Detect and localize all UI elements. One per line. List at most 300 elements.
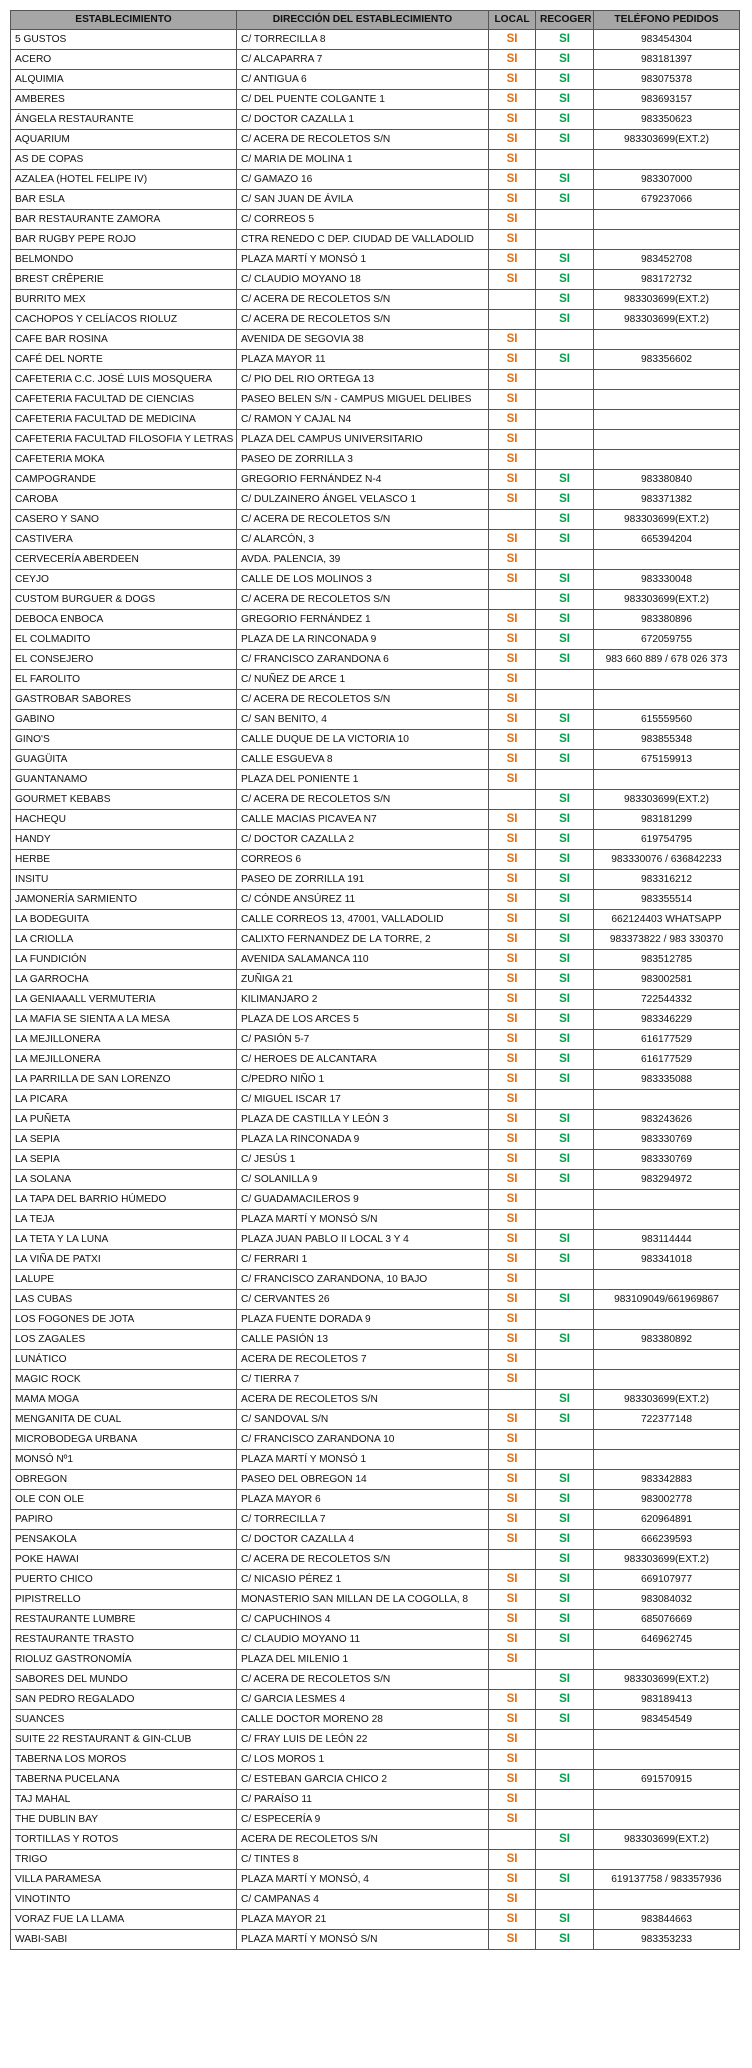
table-row: [11, 710, 740, 730]
phone-number: 983303699(EXT.2): [594, 790, 740, 810]
establishment-name: GINO'S: [11, 730, 237, 750]
phone-number: [594, 670, 740, 690]
establishment-name: LA FUNDICIÓN: [11, 950, 237, 970]
establishment-name: PUERTO CHICO: [11, 1570, 237, 1590]
establishment-address: C/ DULZAINERO ÁNGEL VELASCO 1: [237, 490, 489, 510]
table-row: [11, 1870, 740, 1890]
establishment-address: C/ FRANCISCO ZARANDONA 6: [237, 650, 489, 670]
table-row: [11, 70, 740, 90]
local-flag: SI: [489, 210, 536, 230]
table-row: [11, 1550, 740, 1570]
table-row: [11, 1530, 740, 1550]
phone-number: 983114444: [594, 1230, 740, 1250]
local-flag: SI: [489, 1770, 536, 1790]
table-row: [11, 170, 740, 190]
establishment-name: SAN PEDRO REGALADO: [11, 1690, 237, 1710]
recoger-flag: SI: [536, 1510, 594, 1530]
establishment-address: C/ FERRARI 1: [237, 1250, 489, 1270]
local-flag: SI: [489, 550, 536, 570]
phone-number: [594, 370, 740, 390]
recoger-flag: SI: [536, 1770, 594, 1790]
establishment-address: C/ SANDOVAL S/N: [237, 1410, 489, 1430]
recoger-flag: [536, 1210, 594, 1230]
recoger-flag: SI: [536, 590, 594, 610]
establishment-name: AS DE COPAS: [11, 150, 237, 170]
establishment-name: INSITU: [11, 870, 237, 890]
establishment-name: LAS CUBAS: [11, 1290, 237, 1310]
phone-number: 983454304: [594, 30, 740, 50]
establishment-address: C/ NUÑEZ DE ARCE 1: [237, 670, 489, 690]
establishments-table-container: [10, 10, 740, 1950]
phone-number: [594, 1090, 740, 1110]
establishment-name: GOURMET KEBABS: [11, 790, 237, 810]
recoger-flag: SI: [536, 1110, 594, 1130]
establishment-address: AVENIDA DE SEGOVIA 38: [237, 330, 489, 350]
establishment-name: POKE HAWAI: [11, 1550, 237, 1570]
establishment-address: CALLE CORREOS 13, 47001, VALLADOLID: [237, 910, 489, 930]
establishment-name: LA PUÑETA: [11, 1110, 237, 1130]
establishment-name: ALQUIMIA: [11, 70, 237, 90]
local-flag: SI: [489, 170, 536, 190]
establishment-name: ACERO: [11, 50, 237, 70]
establishment-name: LA TEJA: [11, 1210, 237, 1230]
phone-number: [594, 1450, 740, 1470]
recoger-flag: SI: [536, 70, 594, 90]
local-flag: SI: [489, 950, 536, 970]
establishment-name: OLE CON OLE: [11, 1490, 237, 1510]
header-recoger: RECOGER: [536, 11, 594, 30]
table-row: [11, 270, 740, 290]
establishment-name: OBREGON: [11, 1470, 237, 1490]
recoger-flag: [536, 1450, 594, 1470]
establishment-name: RESTAURANTE LUMBRE: [11, 1610, 237, 1630]
recoger-flag: SI: [536, 710, 594, 730]
establishment-name: BREST CRÊPERIE: [11, 270, 237, 290]
phone-number: 679237066: [594, 190, 740, 210]
recoger-flag: [536, 1810, 594, 1830]
table-row: [11, 990, 740, 1010]
establishment-name: EL FAROLITO: [11, 670, 237, 690]
recoger-flag: SI: [536, 910, 594, 930]
recoger-flag: SI: [536, 970, 594, 990]
table-row: [11, 350, 740, 370]
table-row: [11, 1830, 740, 1850]
table-row: [11, 1210, 740, 1230]
recoger-flag: SI: [536, 830, 594, 850]
local-flag: SI: [489, 110, 536, 130]
local-flag: SI: [489, 1330, 536, 1350]
establishment-address: C/ GUADAMACILEROS 9: [237, 1190, 489, 1210]
establishment-name: LA VIÑA DE PATXI: [11, 1250, 237, 1270]
recoger-flag: SI: [536, 1070, 594, 1090]
establishment-address: PLAZA JUAN PABLO II LOCAL 3 Y 4: [237, 1230, 489, 1250]
local-flag: SI: [489, 1890, 536, 1910]
recoger-flag: [536, 370, 594, 390]
establishment-address: PLAZA DEL MILENIO 1: [237, 1650, 489, 1670]
establishment-address: C/ NICASIO PÉREZ 1: [237, 1570, 489, 1590]
establishment-name: CASERO Y SANO: [11, 510, 237, 530]
recoger-flag: SI: [536, 870, 594, 890]
recoger-flag: [536, 430, 594, 450]
establishment-address: C/ ACERA DE RECOLETOS S/N: [237, 1550, 489, 1570]
establishment-name: CAFETERIA FACULTAD FILOSOFIA Y LETRAS: [11, 430, 237, 450]
table-row: [11, 1810, 740, 1830]
establishment-address: PLAZA DE LA RINCONADA 9: [237, 630, 489, 650]
establishment-name: MONSÓ Nº1: [11, 1450, 237, 1470]
recoger-flag: [536, 450, 594, 470]
recoger-flag: SI: [536, 1030, 594, 1050]
table-row: [11, 1150, 740, 1170]
recoger-flag: SI: [536, 190, 594, 210]
establishment-name: CUSTOM BURGUER & DOGS: [11, 590, 237, 610]
phone-number: 616177529: [594, 1050, 740, 1070]
phone-number: 646962745: [594, 1630, 740, 1650]
recoger-flag: SI: [536, 110, 594, 130]
phone-number: 983371382: [594, 490, 740, 510]
establishment-name: JAMONERÍA SARMIENTO: [11, 890, 237, 910]
local-flag: [489, 510, 536, 530]
phone-number: 675159913: [594, 750, 740, 770]
table-row: [11, 250, 740, 270]
table-row: [11, 1570, 740, 1590]
local-flag: [489, 1390, 536, 1410]
table-row: [11, 1850, 740, 1870]
establishment-address: C/ MARIA DE MOLINA 1: [237, 150, 489, 170]
establishment-name: AQUARIUM: [11, 130, 237, 150]
phone-number: 983855348: [594, 730, 740, 750]
establishment-address: C/ GARCIA LESMES 4: [237, 1690, 489, 1710]
table-row: [11, 1050, 740, 1070]
recoger-flag: SI: [536, 250, 594, 270]
table-row: [11, 1250, 740, 1270]
establishment-address: PLAZA MARTÍ Y MONSÓ S/N: [237, 1930, 489, 1950]
local-flag: [489, 1550, 536, 1570]
recoger-flag: [536, 1430, 594, 1450]
establishment-name: LA SOLANA: [11, 1170, 237, 1190]
recoger-flag: SI: [536, 1390, 594, 1410]
table-row: [11, 330, 740, 350]
table-row: [11, 970, 740, 990]
phone-number: 983303699(EXT.2): [594, 590, 740, 610]
phone-number: [594, 1850, 740, 1870]
local-flag: SI: [489, 730, 536, 750]
local-flag: SI: [489, 1870, 536, 1890]
establishment-name: CAFETERIA MOKA: [11, 450, 237, 470]
local-flag: SI: [489, 1450, 536, 1470]
establishment-name: PENSAKOLA: [11, 1530, 237, 1550]
establishment-name: LUNÁTICO: [11, 1350, 237, 1370]
table-row: [11, 1450, 740, 1470]
establishment-name: TABERNA LOS MOROS: [11, 1750, 237, 1770]
phone-number: 983109049/661969867: [594, 1290, 740, 1310]
establishment-name: HACHEQU: [11, 810, 237, 830]
local-flag: SI: [489, 230, 536, 250]
recoger-flag: SI: [536, 1050, 594, 1070]
local-flag: SI: [489, 1730, 536, 1750]
local-flag: SI: [489, 1270, 536, 1290]
recoger-flag: SI: [536, 30, 594, 50]
local-flag: SI: [489, 490, 536, 510]
establishment-address: CALLE MACIAS PICAVEA N7: [237, 810, 489, 830]
establishment-name: CASTIVERA: [11, 530, 237, 550]
recoger-flag: [536, 410, 594, 430]
local-flag: [489, 290, 536, 310]
establishment-address: ACERA DE RECOLETOS S/N: [237, 1390, 489, 1410]
local-flag: SI: [489, 710, 536, 730]
establishment-address: C/ ESPECERÍA 9: [237, 1810, 489, 1830]
phone-number: 983 660 889 / 678 026 373: [594, 650, 740, 670]
establishment-name: LOS ZAGALES: [11, 1330, 237, 1350]
phone-number: 983303699(EXT.2): [594, 1670, 740, 1690]
establishment-address: PLAZA DEL PONIENTE 1: [237, 770, 489, 790]
establishment-name: THE DUBLIN BAY: [11, 1810, 237, 1830]
establishment-name: BAR ESLA: [11, 190, 237, 210]
recoger-flag: [536, 770, 594, 790]
phone-number: [594, 1310, 740, 1330]
establishments-table: [10, 10, 740, 1950]
table-row: [11, 1630, 740, 1650]
establishment-address: C/ TORRECILLA 8: [237, 30, 489, 50]
table-row: [11, 490, 740, 510]
establishment-address: C/ CERVANTES 26: [237, 1290, 489, 1310]
establishment-address: C/ PASIÓN 5-7: [237, 1030, 489, 1050]
table-row: [11, 530, 740, 550]
recoger-flag: SI: [536, 270, 594, 290]
local-flag: SI: [489, 910, 536, 930]
phone-number: 983307000: [594, 170, 740, 190]
establishment-address: C/ FRANCISCO ZARANDONA 10: [237, 1430, 489, 1450]
establishment-address: C/ ANTIGUA 6: [237, 70, 489, 90]
table-row: [11, 210, 740, 230]
recoger-flag: SI: [536, 350, 594, 370]
table-row: [11, 1310, 740, 1330]
recoger-flag: [536, 1850, 594, 1870]
phone-number: 983693157: [594, 90, 740, 110]
table-row: [11, 30, 740, 50]
establishment-address: C/ DOCTOR CAZALLA 4: [237, 1530, 489, 1550]
local-flag: SI: [489, 90, 536, 110]
local-flag: SI: [489, 370, 536, 390]
phone-number: [594, 330, 740, 350]
phone-number: 983512785: [594, 950, 740, 970]
table-row: [11, 570, 740, 590]
local-flag: SI: [489, 1570, 536, 1590]
phone-number: 983355514: [594, 890, 740, 910]
local-flag: SI: [489, 930, 536, 950]
establishment-name: CAFÉ DEL NORTE: [11, 350, 237, 370]
establishment-address: PLAZA LA RINCONADA 9: [237, 1130, 489, 1150]
establishment-address: C/ ALARCÓN, 3: [237, 530, 489, 550]
table-row: [11, 410, 740, 430]
local-flag: SI: [489, 810, 536, 830]
establishment-name: LA MAFIA SE SIENTA A LA MESA: [11, 1010, 237, 1030]
phone-number: 669107977: [594, 1570, 740, 1590]
establishment-address: PLAZA MARTÍ Y MONSÓ S/N: [237, 1210, 489, 1230]
establishment-address: PASEO DE ZORRILLA 191: [237, 870, 489, 890]
establishment-name: SUANCES: [11, 1710, 237, 1730]
recoger-flag: SI: [536, 490, 594, 510]
establishment-address: C/ SAN BENITO, 4: [237, 710, 489, 730]
establishment-address: CALLE DE LOS MOLINOS 3: [237, 570, 489, 590]
local-flag: SI: [489, 1250, 536, 1270]
recoger-flag: SI: [536, 1010, 594, 1030]
phone-number: [594, 1430, 740, 1450]
recoger-flag: SI: [536, 890, 594, 910]
phone-number: 983075378: [594, 70, 740, 90]
establishment-address: PLAZA DEL CAMPUS UNIVERSITARIO: [237, 430, 489, 450]
establishment-name: LA GARROCHA: [11, 970, 237, 990]
recoger-flag: SI: [536, 750, 594, 770]
local-flag: SI: [489, 1530, 536, 1550]
establishment-address: CORREOS 6: [237, 850, 489, 870]
header-telefono: TELÉFONO PEDIDOS: [594, 11, 740, 30]
phone-number: 983243626: [594, 1110, 740, 1130]
local-flag: SI: [489, 530, 536, 550]
recoger-flag: [536, 1090, 594, 1110]
table-row: [11, 1030, 740, 1050]
phone-number: [594, 390, 740, 410]
establishment-address: PASEO DEL OBREGON 14: [237, 1470, 489, 1490]
table-row: [11, 1370, 740, 1390]
establishment-name: BURRITO MEX: [11, 290, 237, 310]
recoger-flag: [536, 1790, 594, 1810]
phone-number: 983189413: [594, 1690, 740, 1710]
phone-number: 722544332: [594, 990, 740, 1010]
table-row: [11, 1230, 740, 1250]
table-row: [11, 1890, 740, 1910]
establishment-name: PIPISTRELLO: [11, 1590, 237, 1610]
local-flag: SI: [489, 690, 536, 710]
establishment-name: LA MEJILLONERA: [11, 1050, 237, 1070]
local-flag: SI: [489, 1170, 536, 1190]
local-flag: SI: [489, 1690, 536, 1710]
table-row: [11, 130, 740, 150]
establishment-name: LA CRIOLLA: [11, 930, 237, 950]
phone-number: [594, 1750, 740, 1770]
recoger-flag: SI: [536, 290, 594, 310]
establishment-address: C/ ACERA DE RECOLETOS S/N: [237, 310, 489, 330]
establishment-address: C/ LOS MOROS 1: [237, 1750, 489, 1770]
recoger-flag: SI: [536, 1590, 594, 1610]
local-flag: SI: [489, 650, 536, 670]
establishment-name: LA TAPA DEL BARRIO HÚMEDO: [11, 1190, 237, 1210]
establishment-address: GREGORIO FERNÁNDEZ N-4: [237, 470, 489, 490]
establishment-address: C/ ACERA DE RECOLETOS S/N: [237, 1670, 489, 1690]
table-row: [11, 1430, 740, 1450]
table-header-row: [11, 11, 740, 30]
local-flag: SI: [489, 470, 536, 490]
recoger-flag: SI: [536, 1610, 594, 1630]
establishment-address: CALLE DUQUE DE LA VICTORIA 10: [237, 730, 489, 750]
recoger-flag: [536, 150, 594, 170]
establishment-address: C/ ESTEBAN GARCIA CHICO 2: [237, 1770, 489, 1790]
phone-number: 983373822 / 983 330370: [594, 930, 740, 950]
table-row: [11, 1770, 740, 1790]
establishment-name: LA BODEGUITA: [11, 910, 237, 930]
recoger-flag: [536, 210, 594, 230]
local-flag: SI: [489, 1910, 536, 1930]
phone-number: 983452708: [594, 250, 740, 270]
establishment-name: HERBE: [11, 850, 237, 870]
establishment-name: MAGIC ROCK: [11, 1370, 237, 1390]
table-row: [11, 50, 740, 70]
local-flag: SI: [489, 1310, 536, 1330]
local-flag: SI: [489, 150, 536, 170]
local-flag: SI: [489, 1490, 536, 1510]
establishment-address: PASEO BELEN S/N - CAMPUS MIGUEL DELIBES: [237, 390, 489, 410]
establishment-address: C/ ACERA DE RECOLETOS S/N: [237, 690, 489, 710]
table-row: [11, 610, 740, 630]
establishment-address: C/ ACERA DE RECOLETOS S/N: [237, 790, 489, 810]
table-row: [11, 470, 740, 490]
phone-number: 983181299: [594, 810, 740, 830]
table-row: [11, 730, 740, 750]
establishment-address: ZUÑIGA 21: [237, 970, 489, 990]
phone-number: [594, 690, 740, 710]
establishment-name: TABERNA PUCELANA: [11, 1770, 237, 1790]
table-row: [11, 890, 740, 910]
establishment-address: PLAZA MAYOR 11: [237, 350, 489, 370]
establishment-name: LA SEPIA: [11, 1150, 237, 1170]
table-row: [11, 1350, 740, 1370]
table-row: [11, 1510, 740, 1530]
recoger-flag: [536, 670, 594, 690]
table-row: [11, 1750, 740, 1770]
phone-number: [594, 1810, 740, 1830]
local-flag: SI: [489, 1210, 536, 1230]
local-flag: SI: [489, 130, 536, 150]
table-row: [11, 230, 740, 250]
table-row: [11, 850, 740, 870]
table-row: [11, 950, 740, 970]
establishment-address: C/ HEROES DE ALCANTARA: [237, 1050, 489, 1070]
establishment-address: PLAZA MARTÍ Y MONSÓ 1: [237, 1450, 489, 1470]
recoger-flag: SI: [536, 810, 594, 830]
establishment-name: TRIGO: [11, 1850, 237, 1870]
recoger-flag: SI: [536, 950, 594, 970]
phone-number: 983294972: [594, 1170, 740, 1190]
establishment-address: CALLE DOCTOR MORENO 28: [237, 1710, 489, 1730]
phone-number: 983303699(EXT.2): [594, 130, 740, 150]
recoger-flag: SI: [536, 1630, 594, 1650]
recoger-flag: SI: [536, 1870, 594, 1890]
phone-number: 619137758 / 983357936: [594, 1870, 740, 1890]
establishment-address: KILIMANJARO 2: [237, 990, 489, 1010]
phone-number: 983330769: [594, 1150, 740, 1170]
establishment-address: CTRA RENEDO C DEP. CIUDAD DE VALLADOLID: [237, 230, 489, 250]
recoger-flag: SI: [536, 530, 594, 550]
table-row: [11, 1650, 740, 1670]
phone-number: 685076669: [594, 1610, 740, 1630]
recoger-flag: SI: [536, 1530, 594, 1550]
establishment-address: C/ JESÚS 1: [237, 1150, 489, 1170]
table-row: [11, 1910, 740, 1930]
establishment-address: PASEO DE ZORRILLA 3: [237, 450, 489, 470]
recoger-flag: SI: [536, 130, 594, 150]
phone-number: 983380896: [594, 610, 740, 630]
recoger-flag: [536, 1310, 594, 1330]
establishment-name: LALUPE: [11, 1270, 237, 1290]
establishment-address: C/ CAMPANAS 4: [237, 1890, 489, 1910]
establishment-name: DEBOCA ENBOCA: [11, 610, 237, 630]
phone-number: [594, 1270, 740, 1290]
establishment-address: C/ GAMAZO 16: [237, 170, 489, 190]
local-flag: SI: [489, 850, 536, 870]
recoger-flag: SI: [536, 1130, 594, 1150]
phone-number: 615559560: [594, 710, 740, 730]
phone-number: [594, 1890, 740, 1910]
phone-number: [594, 1650, 740, 1670]
